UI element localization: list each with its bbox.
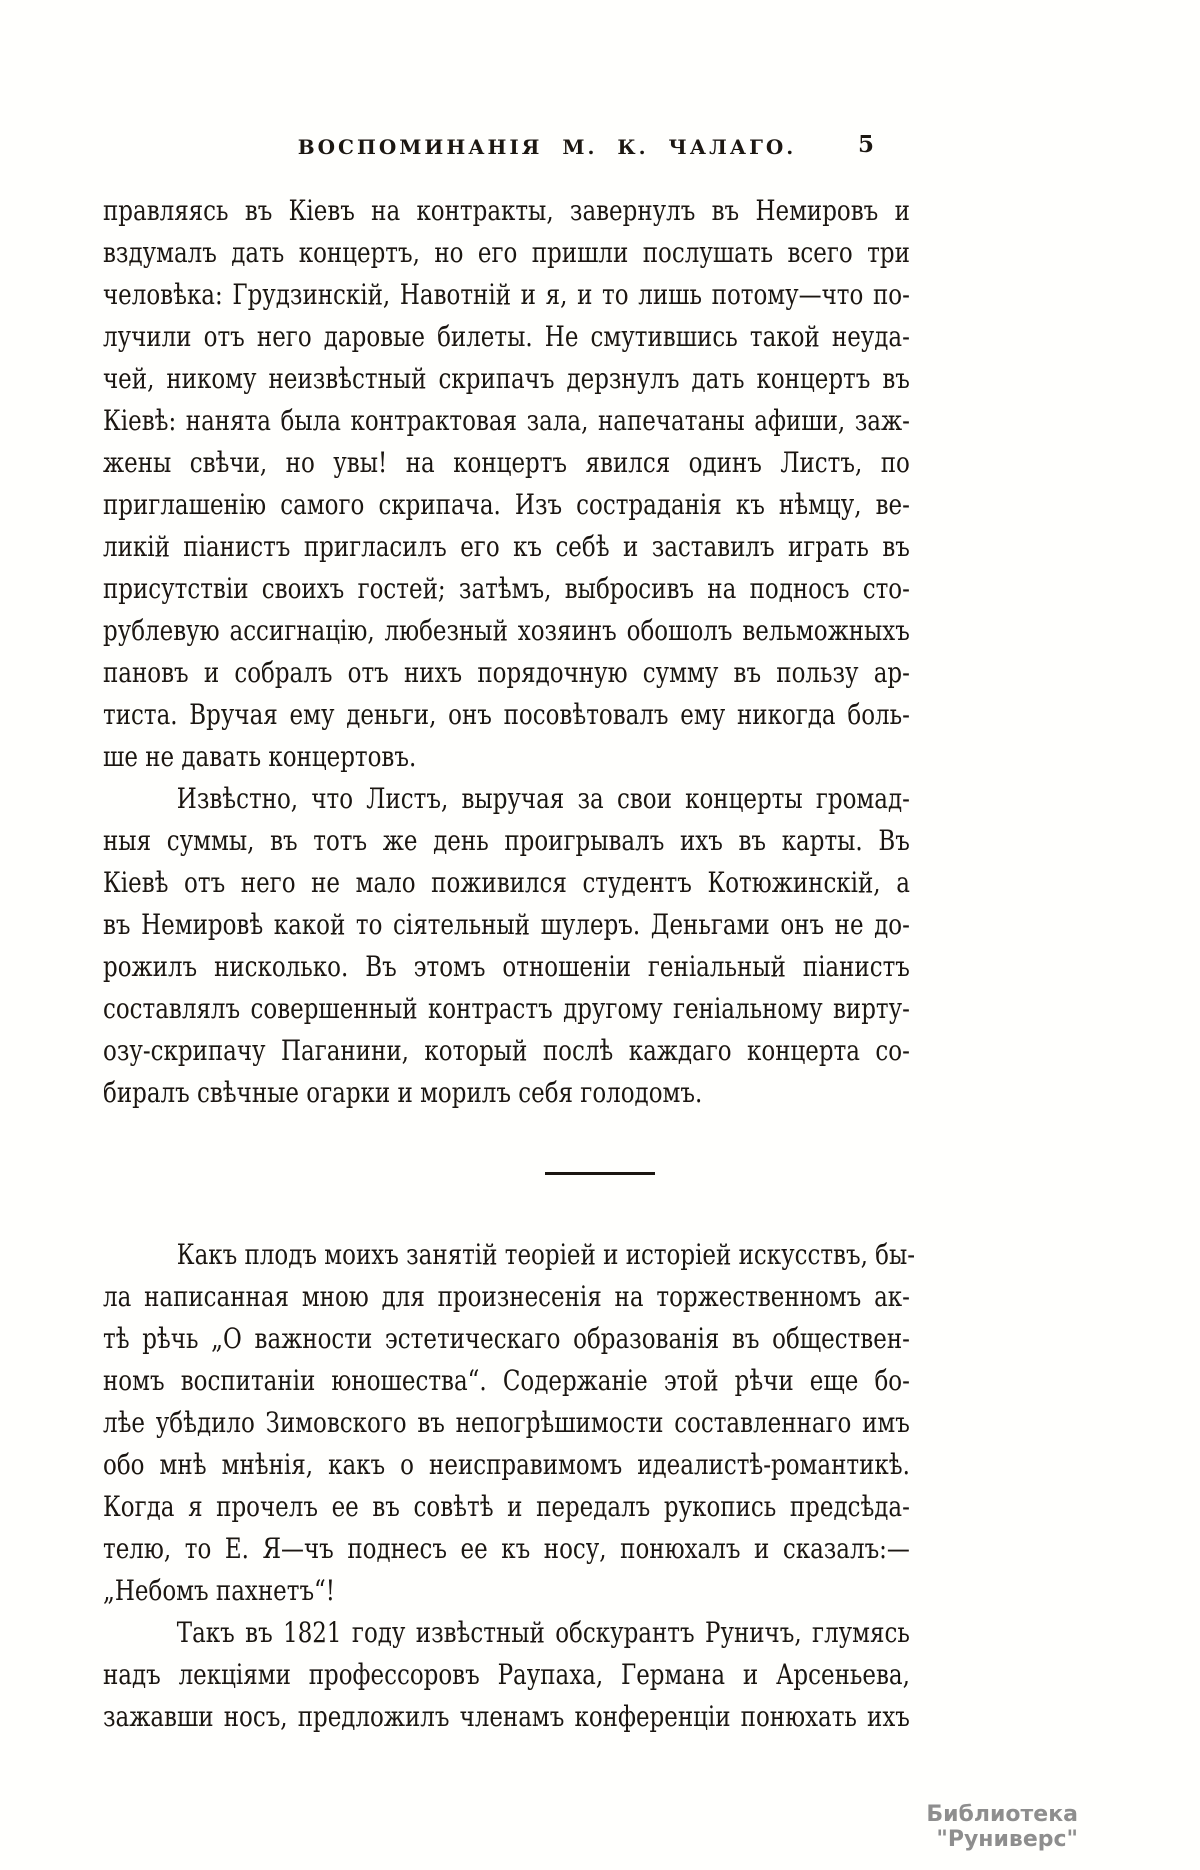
paragraph-1: [103, 190, 910, 778]
text-line: правляясь въ Кіевъ на контракты, завернулъ въ Немировъ и: [103, 194, 910, 227]
text-line: ликій піанистъ пригласилъ его къ себѣ и заставилъ играть въ: [103, 530, 910, 563]
text-column: [103, 190, 916, 1738]
text-line: человѣка: Грудзинскій, Навотній и я, и то лишь потому—что по-: [103, 278, 910, 311]
text-line: озу-скрипачу Паганини, который послѣ каждаго концерта со-: [103, 1034, 910, 1067]
text-line: лѣе убѣдило Зимовского въ непогрѣшимости составленнаго имъ: [103, 1406, 910, 1439]
text-line: зажавши носъ, предложилъ членамъ конференціи понюхать ихъ: [103, 1700, 910, 1733]
text-line: чей, никому неизвѣстный скрипачъ дерзнулъ дать концертъ въ: [103, 362, 910, 395]
text-line: лучили отъ него даровые билеты. Не смутившись такой неуда-: [103, 320, 910, 353]
library-watermark: Библиотека "Руниверс": [926, 1802, 1078, 1852]
paragraph-4: [103, 1612, 910, 1738]
page-number: 5: [858, 131, 875, 158]
text-line: вздумалъ дать концертъ, но его пришли послушать всего три: [103, 236, 910, 269]
text-line: Такъ въ 1821 году извѣстный обскурантъ Руничъ, глумясь: [176, 1616, 910, 1649]
text-line: обо мнѣ мнѣнія, какъ о неисправимомъ идеалистѣ-романтикѣ.: [103, 1448, 910, 1481]
text-line: ныя суммы, въ тотъ же день проигрывалъ ихъ въ карты. Въ: [103, 824, 910, 857]
text-line: биралъ свѣчные огарки и морилъ себя голодомъ.: [103, 1076, 703, 1109]
section-divider-rule: [545, 1172, 655, 1175]
text-line: тѣ рѣчь „О важности эстетическаго образованія въ обществен-: [103, 1322, 910, 1355]
text-line: Когда я прочелъ ее въ совѣтѣ и передалъ рукопись предсѣда-: [103, 1490, 910, 1523]
text-line: „Небомъ пахнетъ“!: [103, 1574, 336, 1607]
text-line: пановъ и собралъ отъ нихъ порядочную сумму въ пользу ар-: [103, 656, 910, 689]
text-line: присутствіи своихъ гостей; затѣмъ, выбросивъ на подносъ сто-: [103, 572, 910, 605]
text-line: Извѣстно, что Листъ, выручая за свои концерты громад-: [176, 782, 910, 815]
text-line: рожилъ нисколько. Въ этомъ отношеніи геніальный піанистъ: [103, 950, 910, 983]
text-line: Кіевѣ: нанята была контрактовая зала, напечатаны афиши, заж-: [103, 404, 910, 437]
page-body: [103, 190, 916, 1738]
text-line: ла написанная мною для произнесенія на торжественномъ ак-: [103, 1280, 910, 1313]
text-line: надъ лекціями профессоровъ Раупаха, Германа и Арсеньева,: [103, 1658, 910, 1691]
text-line: рублевую ассигнацію, любезный хозяинъ обошолъ вельможныхъ: [103, 614, 910, 647]
running-header-title: ВОСПОМИНАНІЯ М. К. ЧАЛАГО.: [297, 135, 797, 159]
text-line: тиста. Вручая ему деньги, онъ посовѣтовалъ ему никогда боль-: [103, 698, 910, 731]
text-line: Какъ плодъ моихъ занятій теоріей и исторіей искусствъ, бы-: [176, 1238, 916, 1271]
text-line: ше не давать концертовъ.: [103, 740, 417, 773]
paragraph-3: [103, 1234, 916, 1612]
text-line: жены свѣчи, но увы! на концертъ явился одинъ Листъ, по: [103, 446, 910, 479]
section-break: [103, 1114, 910, 1234]
text-line: телю, то Е. Я—чъ поднесъ ее къ носу, понюхалъ и сказалъ:—: [103, 1532, 910, 1565]
text-line: Кіевѣ отъ него не мало поживился студентъ Котюжинскій, а: [103, 866, 910, 899]
text-line: въ Немировѣ какой то сіятельный шулеръ. Деньгами онъ не до-: [103, 908, 910, 941]
text-line: номъ воспитаніи юношества“. Содержаніе этой рѣчи еще бо-: [103, 1364, 910, 1397]
paragraph-2: [103, 778, 910, 1114]
text-line: составлялъ совершенный контрастъ другому геніальному вирту-: [103, 992, 910, 1025]
text-line: приглашенію самого скрипача. Изъ состраданія къ нѣмцу, ве-: [103, 488, 910, 521]
